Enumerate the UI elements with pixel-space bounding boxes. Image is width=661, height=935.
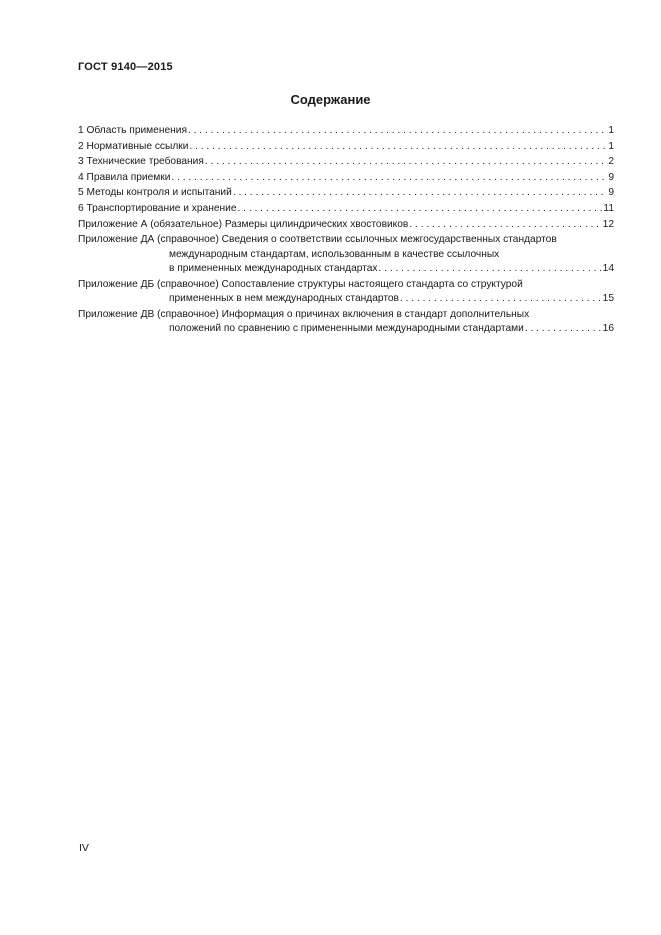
toc-entry-page: 12 (602, 218, 614, 230)
toc-leader-dots (238, 202, 603, 216)
toc-entry-transport-storage[interactable] (78, 202, 614, 216)
toc-entry-appendix-dv[interactable] (78, 308, 614, 337)
toc-entry-text: 5 Методы контроля и испытаний (78, 187, 232, 199)
toc-entry-text: международным стандартам, использованным в качестве ссылочных (169, 248, 500, 260)
toc-entry-text: 1 Область применения (78, 125, 187, 136)
toc-entry-line (78, 262, 614, 276)
toc-title: Содержание (290, 92, 371, 107)
toc-entry-text: Приложение ДА (справочное) Сведения о соответствии ссылочных межгосударственных стандартов (78, 234, 557, 246)
toc-entry-normative-references[interactable] (78, 140, 614, 154)
toc-entry-acceptance-rules[interactable] (78, 171, 614, 185)
toc-leader-dots (189, 140, 607, 154)
toc-leader-dots (233, 186, 608, 200)
document-code: ГОСТ 9140—2015 (78, 61, 173, 73)
table-of-contents (78, 124, 614, 338)
toc-entry-text: 4 Правила приемки (78, 171, 171, 183)
toc-entry-text: 3 Технические требования (78, 156, 204, 168)
toc-entry-page: 11 (603, 202, 614, 214)
toc-leader-dots (205, 155, 607, 169)
page-number: IV (79, 842, 89, 854)
toc-entry-page: 15 (602, 292, 614, 304)
toc-entry-line (78, 233, 614, 247)
toc-leader-dots (379, 262, 602, 276)
toc-entry-page: 1 (608, 125, 614, 136)
toc-entry-technical-requirements[interactable] (78, 155, 614, 169)
toc-leader-dots (400, 292, 602, 306)
toc-entry-page: 9 (608, 171, 614, 183)
toc-entry-page: 16 (602, 322, 614, 334)
toc-entry-appendix-a[interactable] (78, 218, 614, 232)
toc-entry-text: 2 Нормативные ссылки (78, 140, 189, 152)
toc-entry-text: 6 Транспортирование и хранение (78, 202, 237, 214)
toc-entry-appendix-da[interactable] (78, 233, 614, 276)
toc-entry-line (78, 322, 614, 336)
toc-leader-dots (188, 124, 607, 138)
toc-entry-line (78, 308, 614, 322)
toc-entry-scope[interactable] (78, 124, 614, 138)
toc-entry-text: примененных в нем международных стандартов (169, 292, 399, 304)
toc-entry-line (78, 248, 614, 262)
toc-entry-test-methods[interactable] (78, 186, 614, 200)
toc-entry-text: Приложение А (обязательное) Размеры цилиндрических хвостовиков (78, 218, 409, 230)
toc-entry-text: в примененных международных стандартах (169, 262, 378, 274)
toc-leader-dots (171, 171, 607, 185)
toc-leader-dots (525, 322, 602, 336)
toc-entry-page: 2 (608, 156, 614, 168)
toc-entry-text: положений по сравнению с примененными международными стандартами (169, 322, 524, 334)
toc-entry-text: Приложение ДВ (справочное) Информация о причинах включения в стандарт дополнительных (78, 308, 530, 320)
toc-entry-appendix-db[interactable] (78, 278, 614, 307)
toc-entry-line (78, 292, 614, 306)
toc-entry-text: Приложение ДБ (справочное) Сопоставление структуры настоящего стандарта со структурой (78, 278, 523, 290)
toc-entry-line (78, 278, 614, 292)
toc-entry-page: 14 (602, 262, 614, 274)
toc-entry-page: 1 (608, 140, 614, 152)
toc-entry-page: 9 (608, 187, 614, 199)
toc-leader-dots (409, 218, 601, 232)
